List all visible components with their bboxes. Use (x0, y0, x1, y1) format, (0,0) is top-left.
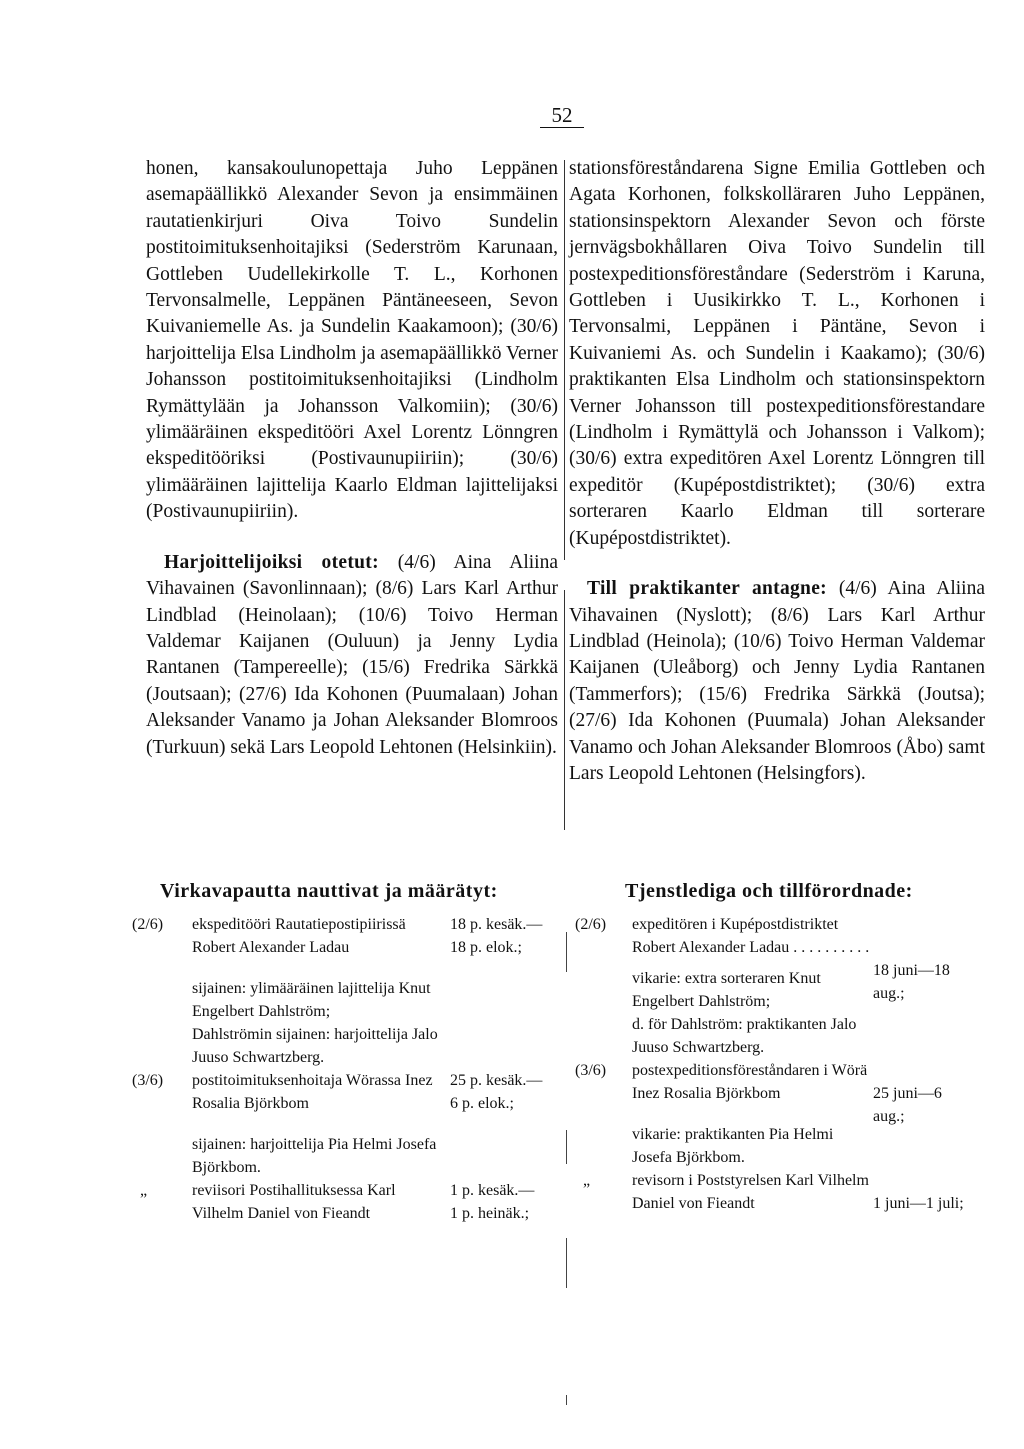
swedish-column (569, 156, 985, 787)
swedish-trainees-text: (4/6) Aina Aliina Vihavainen (Nyslott); (8/6) Lars Karl Arthur Lindblad (Heinola); (10/6) Toivo Herman Valdemar Kaijanen (Uleåborg) och Jenny Lydia Rantanen (Tammerfors); (15/6) Fredrika Särkkä (Joutsa); (27/6) Ida Kohonen (Puumala) Johan Aleksander Vanamo och Johan Aleksander Blomroos (Åbo) samt Lars Leopold Lehtonen (Helsingfors). (569, 578, 986, 784)
entry-description: expeditören i Kupépostdistriktet Robert Alexander Ladau . . . . . . . . . . (632, 916, 870, 956)
entry-substitute: vikarie: extra sorteraren Knut Engelbert Dahlström; (632, 970, 821, 1010)
finnish-trainees-heading: Harjoittelijoiksi otetut: (164, 551, 379, 573)
column-divider (564, 160, 565, 560)
entry-period: 25 juni—6 aug.; (873, 1085, 942, 1125)
entry-date-mark: (2/6) (132, 916, 164, 933)
swedish-leave-list (575, 913, 993, 1215)
entry-substitute: sijainen: ylimääräinen lajittelija Knut Engelbert Dahlström; (192, 980, 431, 1020)
finnish-paragraph-appointments: honen, kansakoulunopettaja Juho Leppänen asemapäällikkö Alexander Sevon ja ensimmäinen rautatienkirjuri Oiva Toivo Sundelin postitoimituksenhoitajiksi (Sederström Karunaan, Gottleben Uudellekirkolle T. L., Korhonen Tervonsalmelle, Leppänen Päntäneeseen, Sevon Kuivaniemelle As. ja Sundelin Kaakamoon); (30/6) harjoittelija Elsa Lindholm ja asemapäällikkö Verner Johansson postitoimituksenhoitajiksi (Lindholm Rymättylään ja Johansson Valkomiin); (30/6) ylimääräinen ekspeditööri Axel Lorentz Lönngren ekspeditööriksi (Postivaunupiiriin); (30/6) ylimääräinen lajittelija Kaarlo Eldman lajittelijaksi (Postivaunupiiriin). (146, 158, 558, 523)
entry-description: ekspeditööri Rautatiepostipiirissä Robert Alexander Ladau (192, 916, 406, 956)
entry-period: 25 p. kesäk.— 6 p. elok.; (450, 1072, 543, 1112)
page-number: 52 (540, 103, 584, 128)
entry-description: revisorn i Poststyrelsen Karl Vilhelm Daniel von Fieandt (632, 1172, 869, 1212)
entry-period: 18 juni—18 aug.; (873, 962, 950, 1002)
entry-description: postitoimituksenhoitaja Wörassa Inez Rosalia Björkbom (192, 1072, 433, 1112)
finnish-paragraph-trainees (146, 550, 558, 761)
finnish-column (146, 156, 558, 761)
entry-date-mark: (3/6) (132, 1072, 164, 1089)
entry-period: 18 p. kesäk.— 18 p. elok.; (450, 916, 543, 956)
entry-date-mark: „ (140, 1182, 148, 1199)
swedish-paragraph-appointments: stationsföreståndarena Signe Emilia Gottleben och Agata Korhonen, folkskolläraren Juho Leppänen, stationsinspektorn Alexander Sevon och förste jernvägsbokhållaren Oiva Toivo Sundelin till postexpeditionsföreståndare (Sederström i Karuna, Gottleben i Uusikirkko T. L., Korhonen i Tervonsalmi, Leppänen i Päntäne, Sevon i Kuivaniemi As. och Sundelin i Kaakamo); (30/6) praktikanten Elsa Lindholm och stationsinspektorn Verner Johansson till postexpeditionsförestandare (Lindholm i Rymättylä och Johansson i Valkom); (30/6) extra expeditören Axel Lorentz Lönngren till expeditör (Kupépostdistriktet); (30/6) extra sorteraren Kaarlo Eldman till sorterare (Kupépostdistriktet). (569, 158, 985, 549)
swedish-paragraph-trainees (569, 576, 985, 787)
entry-substitute: sijainen: harjoittelija Pia Helmi Josefa Björkbom. (192, 1136, 437, 1176)
leave-entry (575, 1059, 993, 1169)
entry-date-mark: (3/6) (575, 1062, 607, 1079)
column-divider (566, 1395, 567, 1405)
entry-period: 1 juni—1 juli; (873, 1195, 964, 1212)
column-divider (566, 1130, 567, 1164)
finnish-leave-heading: Virkavapautta nauttivat ja määrätyt: (160, 880, 498, 902)
entry-description: postexpeditionsföreståndaren i Wörä Inez Rosalia Björkbom (632, 1062, 868, 1102)
swedish-leave-heading: Tjenstlediga och tillförordnade: (625, 880, 913, 902)
entry-period: 1 p. kesäk.— 1 p. heinäk.; (450, 1182, 535, 1222)
entry-description: reviisori Postihallituksessa Karl Vilhelm Daniel von Fieandt (192, 1182, 396, 1222)
leave-entry (132, 1179, 562, 1225)
entry-substitute: vikarie: praktikanten Pia Helmi Josefa Björkbom. (632, 1126, 834, 1166)
entry-substitute: Dahlströmin sijainen: harjoittelija Jalo Juuso Schwartzberg. (192, 1026, 438, 1066)
column-divider (566, 1238, 567, 1288)
swedish-trainees-heading: Till praktikanter antagne: (587, 578, 827, 600)
entry-date-mark: (2/6) (575, 916, 607, 933)
finnish-trainees-text: (4/6) Aina Aliina Vihavainen (Savonlinnaan); (8/6) Lars Karl Arthur Lindblad (Heinolaan); (10/6) Toivo Herman Valdemar Kaijanen (Ouluun) ja Jenny Lydia Rantanen (Tampereelle); (15/6) Fredrika Särkkä (Joutsaan); (27/6) Ida Kohonen (Puumalaan) Johan Aleksander Vanamo ja Johan Aleksander Blomroos (Turkuun) sekä Lars Leopold Lehtonen (Helsinkiin). (146, 551, 559, 758)
leave-entry (132, 913, 562, 1069)
column-divider (564, 590, 565, 830)
entry-date-mark: „ (583, 1172, 591, 1189)
column-divider (566, 932, 567, 972)
leave-entry (575, 913, 993, 1059)
leave-entry (132, 1069, 562, 1179)
finnish-leave-list (132, 913, 562, 1225)
leave-entry (575, 1169, 993, 1215)
entry-substitute: d. för Dahlström: praktikanten Jalo Juuso Schwartzberg. (632, 1016, 857, 1056)
